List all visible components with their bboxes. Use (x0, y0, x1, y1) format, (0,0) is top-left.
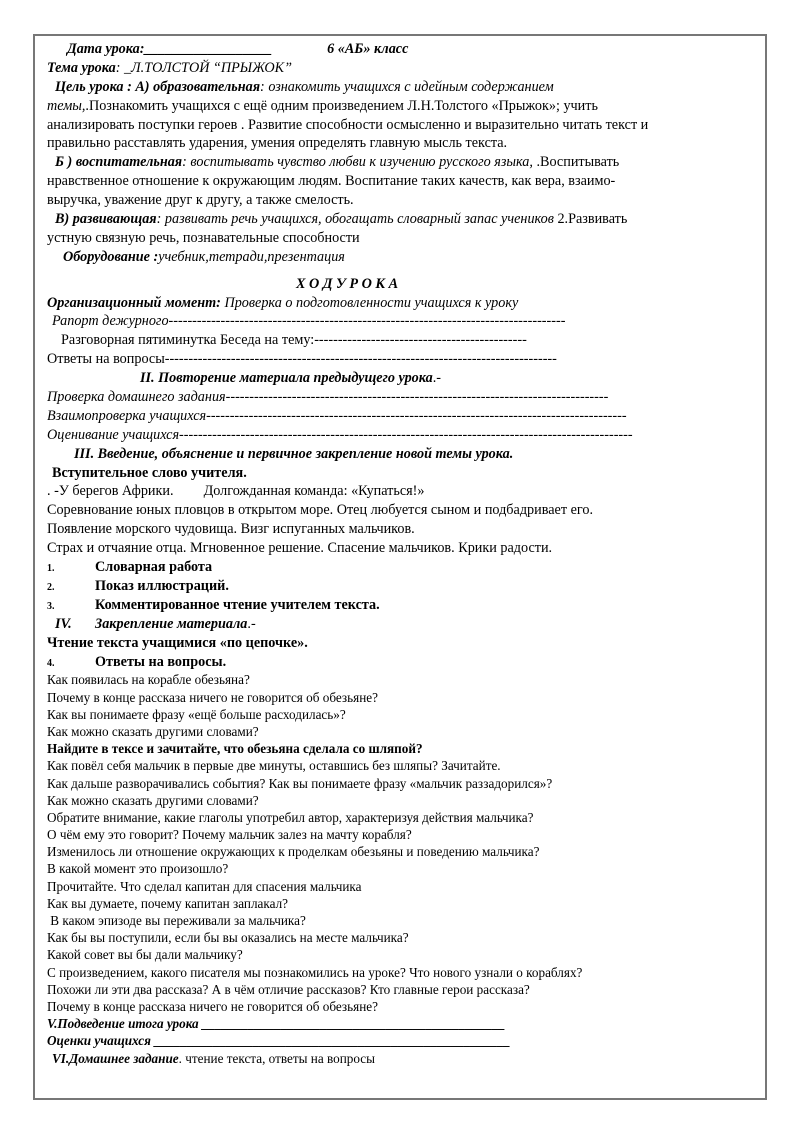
plan-line-1a: . -У берегов Африки. (47, 483, 174, 500)
plan-line-3: Появление морского чудовища. Визг испуганных мальчиков. (47, 521, 415, 538)
question-item: Как бы вы поступили, если бы вы оказались на месте мальчика? (47, 930, 409, 946)
step-number: 3. (47, 600, 55, 612)
goal-c-line-2: устную связную речь, познавательные способности (47, 229, 360, 246)
goal-c-line (47, 210, 767, 229)
homework-label: VI.Домашнее задание (52, 1050, 179, 1066)
org-moment-label: Организационный момент: (47, 294, 221, 311)
question-item: Как можно сказать другими словами? (47, 792, 259, 808)
goal-a-line (47, 78, 767, 97)
intro-word-heading: Вступительное слово учителя. (52, 464, 247, 481)
goal-a-line-2 (47, 97, 767, 116)
org-moment-line (47, 294, 767, 313)
class-label: 6 «АБ» класс (327, 41, 409, 57)
plan-line-1b: Долгожданная команда: «Купаться!» (203, 483, 425, 500)
step-number: 4. (47, 657, 55, 669)
homework-check-line: Проверка домашнего задания--------------------------------------------------------------------------------- (47, 389, 609, 406)
report-line: Рапорт дежурного------------------------------------------------------------------------------------ (52, 313, 566, 330)
talk-line: Разговорная пятиминутка Беседа на тему:--------------------------------------------- (61, 332, 527, 349)
section-2-tail: .- (432, 370, 441, 387)
step-item (47, 596, 767, 615)
goal-c-rest: 2.Развивать (553, 211, 628, 228)
step-number: 2. (47, 581, 55, 593)
goal-b-rest: .Воспитывать (532, 154, 620, 171)
step-number: 1. (47, 563, 55, 575)
question-item: Как вы думаете, почему капитан заплакал? (47, 895, 289, 911)
goal-a-line-3: анализировать поступки героев . Развитие способности осмысленно и выразительно читать текст и (47, 116, 649, 133)
peer-check-line: Взаимопроверка учащихся----------------------------------------------------------------------------------------- (47, 407, 627, 424)
summary-line: V.Подведение итога урока ______________________________________________ (47, 1016, 506, 1032)
goal-a-line-4: правильно расставлять ударения, умения определять главную мысль текста. (47, 135, 508, 152)
answers-line: Ответы на вопросы----------------------------------------------------------------------------------- (47, 351, 557, 368)
question-item: Похожи ли эти два рассказа? А в чём отличие рассказов? Кто главные герои рассказа? (47, 981, 530, 997)
question-item: Обратите внимание, какие глаголы употребил автор, характеризуя действия мальчика? (47, 809, 534, 825)
step-text: Показ иллюстраций. (95, 577, 229, 594)
goal-b-line-2: нравственное отношение к окружающим людям. Воспитание таких качеств, как вера, взаимо- (47, 173, 616, 190)
section-2-line (47, 369, 767, 388)
question-item: В каком эпизоде вы переживали за мальчика? (47, 913, 306, 929)
section-4-label: Закрепление материала (95, 615, 248, 632)
goal-b-label: Б ) воспитательная (55, 154, 183, 171)
question-item: Как дальше разворачивались события? Как вы понимаете фразу «мальчик раззадорился»? (47, 775, 553, 791)
equipment-value: учебник,тетради,презентация (158, 248, 345, 265)
question-item: Как появилась на корабле обезьяна? (47, 672, 250, 688)
task-heading: Найдите в тексе и зачитайте, что обезьяна сделала со шляпой? (47, 741, 423, 757)
goal-a-line2-italic: темы, (47, 97, 86, 114)
course-title: Х О Д У Р О К А (295, 275, 399, 292)
question-item: О чём ему это говорит? Почему мальчик залез на мачту корабля? (47, 827, 412, 843)
step-item (47, 577, 767, 596)
goal-a-line2: .Познакомить учащихся с ещё одним произведением Л.Н.Толстого «Прыжок»; учить (85, 97, 598, 114)
question-item: Изменилось ли отношение окружающих к проделкам обезьяны и поведению мальчика? (47, 844, 540, 860)
question-item: С произведением, какого писателя мы познакомились на уроке? Что нового узнали о кораблях? (47, 964, 583, 980)
question-item: В какой момент это произошло? (47, 861, 229, 877)
question-item: Какой совет вы бы дали мальчику? (47, 947, 243, 963)
step-text: Словарная работа (95, 559, 213, 576)
goal-a-intro: : ознакомить учащихся с идейным содержанием (260, 78, 554, 95)
section-3-heading: III. Введение, объяснение и первичное закрепление новой темы урока. (74, 445, 514, 462)
question-item: Как можно сказать другими словами? (47, 723, 259, 739)
question-item: Почему в конце рассказа ничего не говорится об обезьяне? (47, 689, 378, 705)
goal-a-label: Цель урока : А) образовательная (55, 78, 261, 95)
date-label: Дата урока:__________________ (67, 41, 273, 57)
topic-label: Тема урока (47, 59, 116, 76)
section-4-tail: .- (247, 615, 256, 632)
step-item (47, 558, 767, 577)
goal-b-intro: : воспитывать чувство любви к изучению русского языка, (182, 154, 533, 171)
header-line (47, 40, 767, 59)
step-text: Ответы на вопросы. (95, 653, 227, 670)
goal-c-intro: : развивать речь учащихся, обогащать словарный запас учеников (156, 211, 554, 228)
question-item: Прочитайте. Что сделал капитан для спасения мальчика (47, 878, 362, 894)
section-2-label: II. Повторение материала предыдущего урока (140, 370, 433, 387)
lesson-plan-document (47, 40, 767, 1067)
homework-line (47, 1050, 767, 1067)
goal-c-label: В) развивающая (55, 211, 157, 228)
equipment-line (47, 248, 767, 267)
question-item: Как вы понимаете фразу «ещё больше расходилась»? (47, 706, 346, 722)
chain-reading-line: Чтение текста учащимися «по цепочке». (47, 634, 308, 651)
goal-b-line-3: выручка, уважение друг к другу, а также смелость. (47, 192, 354, 209)
goal-b-line (47, 153, 767, 172)
question-item: Почему в конце рассказа ничего не говорится об обезьяне? (47, 998, 378, 1014)
section-4-number: IV. (55, 615, 72, 632)
grades-line: Оценки учащихся ______________________________________________________ (47, 1033, 511, 1049)
homework-value: . чтение текста, ответы на вопросы (178, 1050, 376, 1066)
step-text: Комментированное чтение учителем текста. (95, 596, 380, 613)
step-item (47, 653, 767, 672)
question-item: Как повёл себя мальчик в первые две минуты, оставшись без шляпы? Зачитайте. (47, 758, 501, 774)
section-4-line (47, 615, 767, 634)
topic-line (47, 59, 767, 78)
org-moment-value: Проверка о подготовленности учащихся к уроку (220, 294, 519, 311)
equipment-label: Оборудование : (63, 248, 159, 265)
topic-value: : _Л.ТОЛСТОЙ “ПРЫЖОК” (115, 59, 292, 76)
plan-line-1 (47, 482, 767, 501)
grading-line: Оценивание учащихся------------------------------------------------------------------------------------------------ (47, 426, 633, 443)
plan-line-4: Страх и отчаяние отца. Мгновенное решение. Спасение мальчиков. Крики радости. (47, 540, 553, 557)
plan-line-2: Соревнование юных пловцов в открытом море. Отец любуется сыном и подбадривает его. (47, 502, 593, 519)
